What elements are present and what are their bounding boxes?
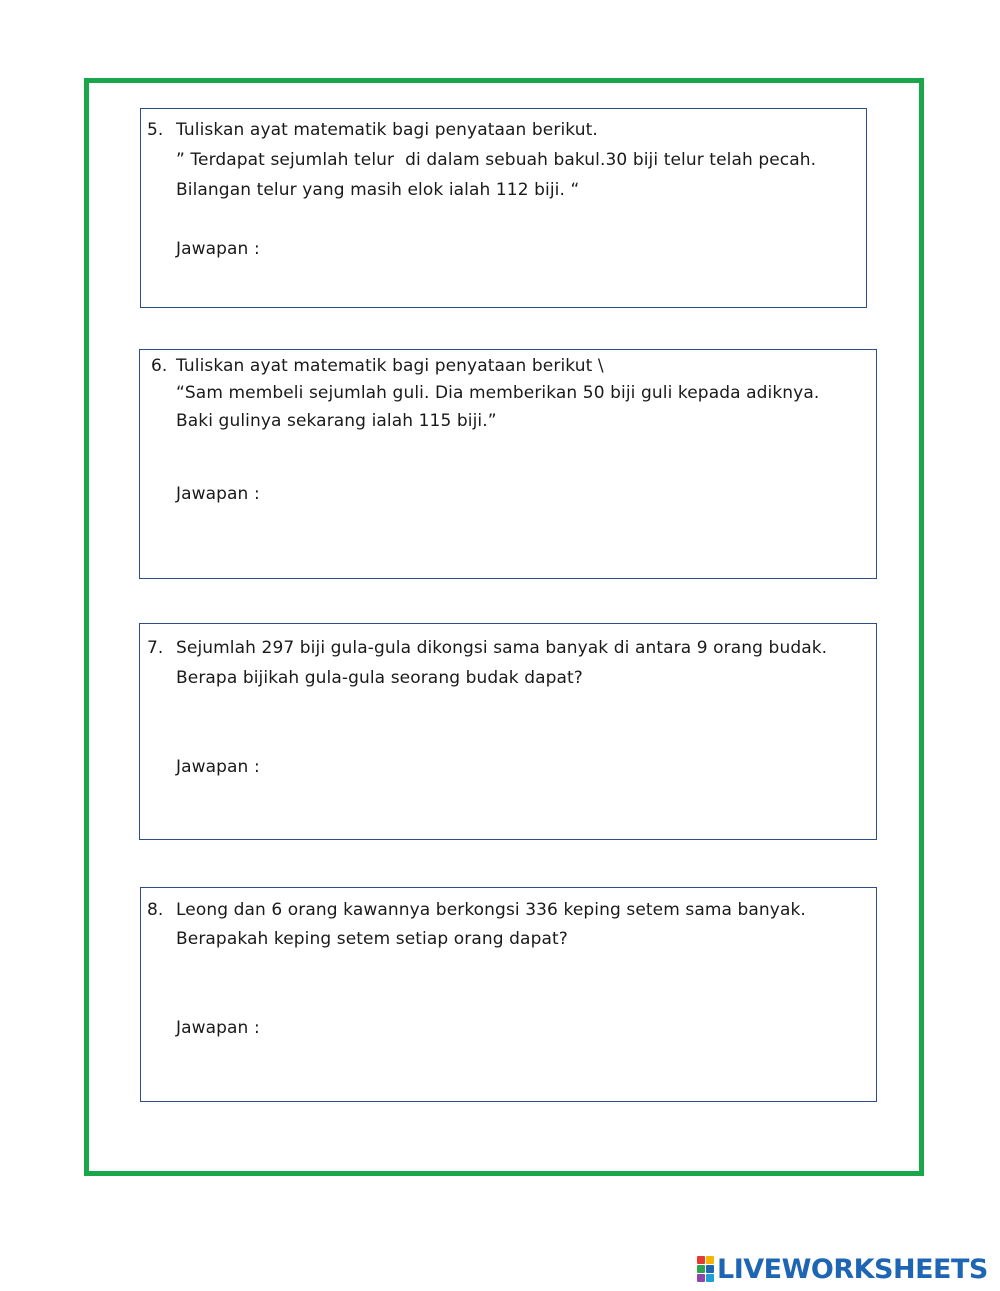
logo-blocks-icon bbox=[697, 1256, 714, 1282]
logo-text: LIVEWORKSHEETS bbox=[717, 1253, 988, 1285]
question-number: 7. bbox=[147, 638, 164, 658]
question-text: Tuliskan ayat matematik bagi penyataan berikut. bbox=[176, 120, 598, 140]
question-text: Berapakah keping setem setiap orang dapat? bbox=[176, 929, 568, 949]
question-text: Tuliskan ayat matematik bagi penyataan berikut \ bbox=[176, 356, 604, 376]
question-text: Baki gulinya sekarang ialah 115 biji.” bbox=[176, 411, 497, 431]
answer-label: Jawapan : bbox=[176, 484, 260, 504]
liveworksheets-logo bbox=[697, 1252, 988, 1286]
question-text: Bilangan telur yang masih elok ialah 112 biji. “ bbox=[176, 180, 580, 200]
question-number: 8. bbox=[147, 900, 164, 920]
question-text: “Sam membeli sejumlah guli. Dia memberikan 50 biji guli kepada adiknya. bbox=[176, 383, 820, 403]
question-number: 6. bbox=[151, 356, 168, 376]
answer-label: Jawapan : bbox=[176, 1018, 260, 1038]
question-number: 5. bbox=[147, 120, 164, 140]
question-text: ” Terdapat sejumlah telur di dalam sebuah bakul.30 biji telur telah pecah. bbox=[176, 150, 817, 170]
question-text: Sejumlah 297 biji gula-gula dikongsi sama banyak di antara 9 orang budak. bbox=[176, 638, 828, 658]
answer-label: Jawapan : bbox=[176, 239, 260, 259]
answer-label: Jawapan : bbox=[176, 757, 260, 777]
question-text: Leong dan 6 orang kawannya berkongsi 336 keping setem sama banyak. bbox=[176, 900, 806, 920]
question-text: Berapa bijikah gula-gula seorang budak dapat? bbox=[176, 668, 583, 688]
